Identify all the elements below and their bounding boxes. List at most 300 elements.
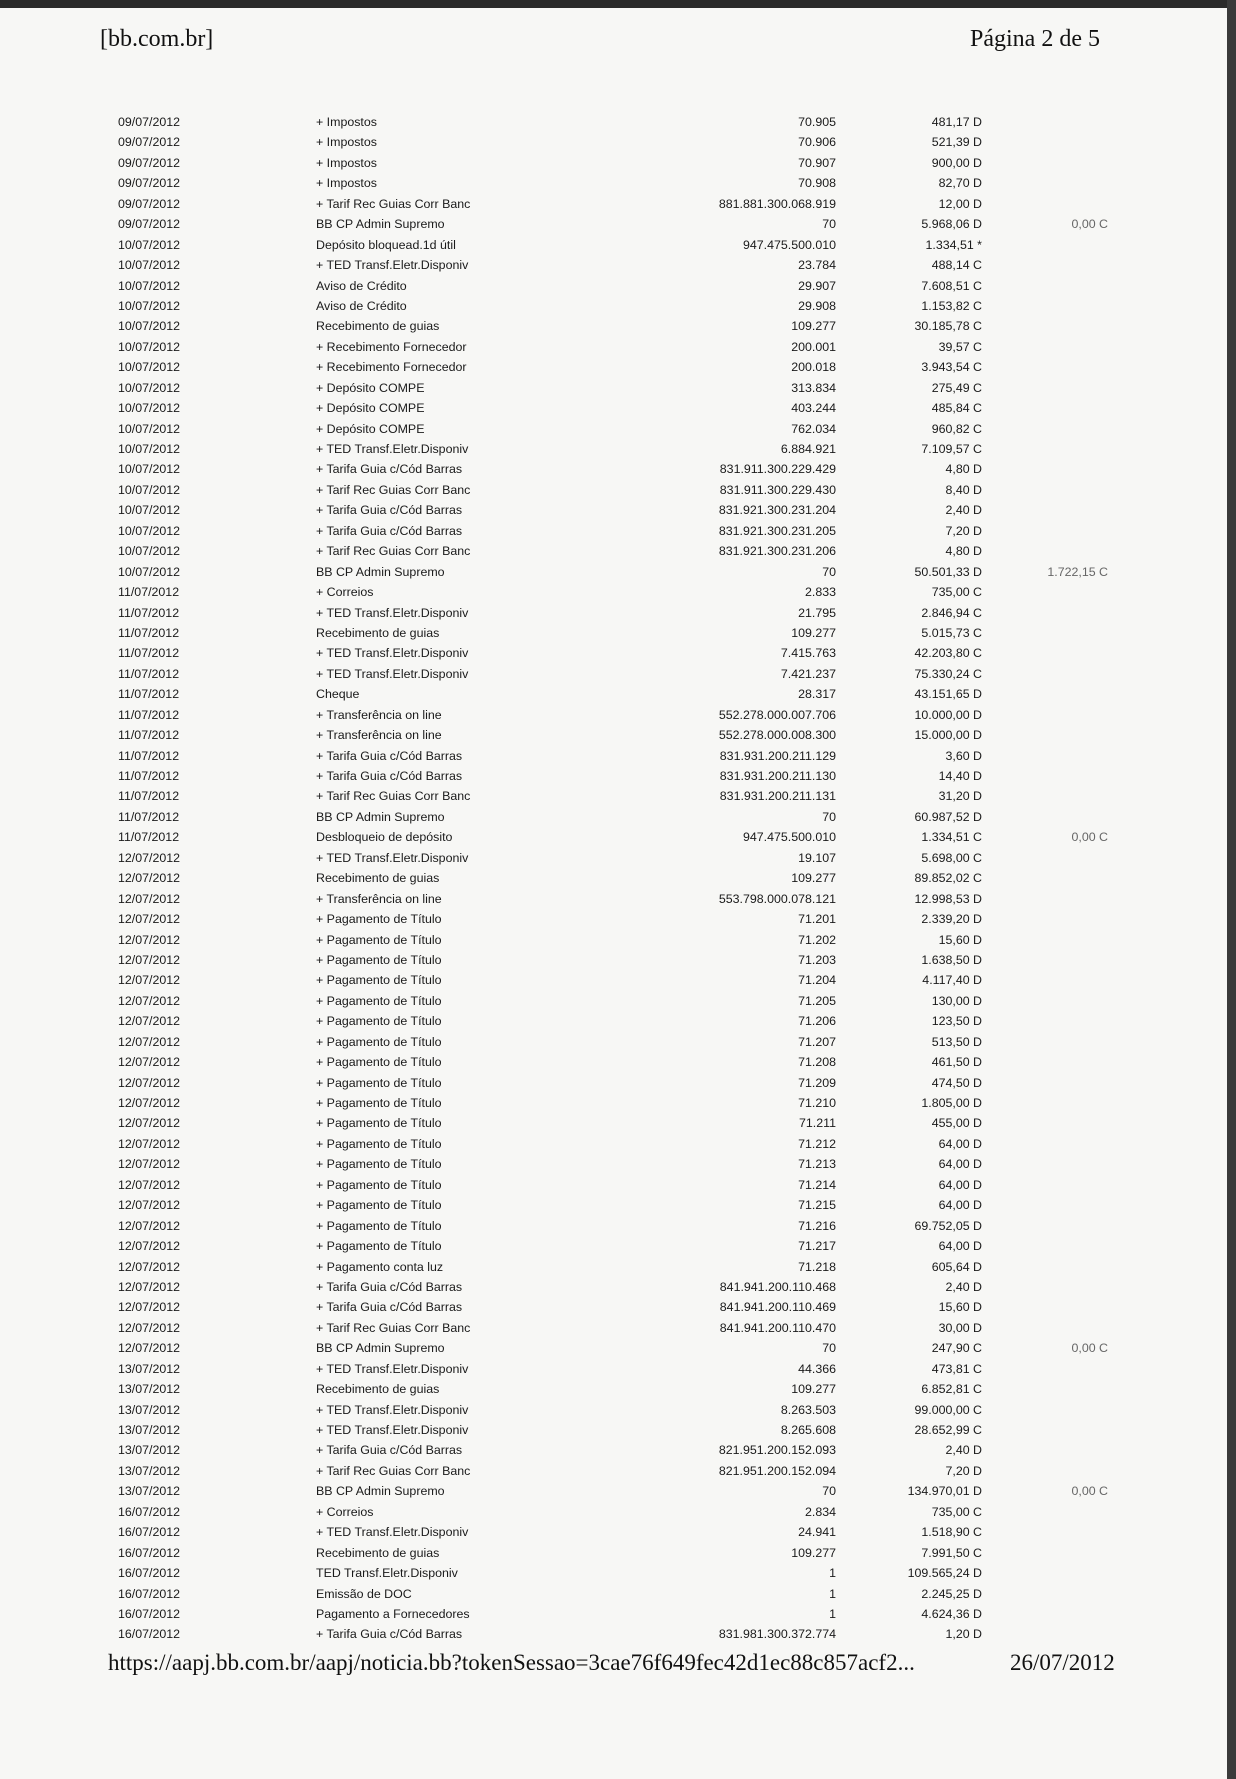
row-history: BB CP Admin Supremo bbox=[316, 1484, 445, 1499]
row-document: 71.218 bbox=[798, 1259, 836, 1274]
row-document: 71.214 bbox=[798, 1177, 836, 1192]
row-document: 831.911.300.229.430 bbox=[719, 482, 836, 497]
row-document: 109.277 bbox=[791, 1545, 836, 1560]
row-document: 71.201 bbox=[798, 912, 836, 927]
row-value: 7.109,57 C bbox=[921, 442, 982, 456]
row-value: 64,00 D bbox=[938, 1136, 982, 1151]
row-history: + Pagamento de Título bbox=[316, 952, 442, 967]
row-value: 481,17 D bbox=[931, 115, 982, 129]
table-row bbox=[0, 1522, 1236, 1542]
site-header: [bb.com.br] bbox=[100, 26, 214, 52]
row-date: 11/07/2012 bbox=[118, 605, 180, 620]
row-date: 10/07/2012 bbox=[118, 401, 181, 416]
table-row bbox=[0, 1461, 1236, 1481]
row-history: + Pagamento de Título bbox=[316, 1034, 442, 1049]
row-document: 403.244 bbox=[791, 401, 836, 416]
row-date: 10/07/2012 bbox=[118, 544, 181, 559]
row-document: 109.277 bbox=[791, 625, 836, 640]
row-date: 12/07/2012 bbox=[118, 1014, 181, 1029]
row-value: 8,40 D bbox=[945, 482, 982, 497]
table-row bbox=[0, 786, 1236, 806]
row-document: 70.907 bbox=[798, 155, 836, 170]
row-value: 130,00 D bbox=[931, 993, 982, 1008]
row-document: 71.206 bbox=[798, 1014, 836, 1029]
row-date: 10/07/2012 bbox=[118, 339, 181, 354]
row-value: 15.000,00 D bbox=[914, 728, 982, 743]
row-document: 29.908 bbox=[798, 298, 836, 313]
row-document: 71.216 bbox=[798, 1218, 836, 1233]
row-document: 552.278.000.007.706 bbox=[718, 707, 836, 722]
row-date: 11/07/2012 bbox=[118, 585, 180, 600]
row-document: 19.107 bbox=[798, 850, 836, 865]
row-value: 7.991,50 C bbox=[921, 1545, 982, 1560]
table-row bbox=[0, 848, 1236, 868]
table-row bbox=[0, 521, 1236, 541]
row-value: 2.245,25 D bbox=[921, 1586, 982, 1601]
row-history: + Transferência on line bbox=[316, 728, 442, 743]
row-history: + TED Transf.Eletr.Disponiv bbox=[316, 605, 469, 620]
table-row bbox=[0, 889, 1236, 909]
table-row bbox=[0, 1195, 1236, 1215]
row-document: 71.212 bbox=[798, 1136, 836, 1151]
row-value: 60.987,52 D bbox=[914, 809, 982, 824]
row-history: + Pagamento conta luz bbox=[316, 1259, 444, 1274]
row-value: 109.565,24 D bbox=[907, 1566, 982, 1581]
table-row bbox=[0, 1277, 1236, 1297]
row-date: 10/07/2012 bbox=[118, 360, 181, 375]
row-history: + Depósito COMPE bbox=[316, 401, 425, 416]
row-document: 841.941.200.110.469 bbox=[719, 1300, 836, 1315]
row-value: 64,00 D bbox=[938, 1198, 982, 1213]
row-history: + TED Transf.Eletr.Disponiv bbox=[316, 666, 469, 681]
row-value: 1.334,51 C bbox=[921, 830, 982, 845]
row-history: + Pagamento de Título bbox=[316, 1198, 442, 1213]
row-date: 12/07/2012 bbox=[118, 1136, 181, 1151]
table-row bbox=[0, 1011, 1236, 1031]
row-value: 12,00 D bbox=[938, 196, 982, 211]
row-date: 11/07/2012 bbox=[118, 789, 180, 804]
row-document: 831.931.200.211.131 bbox=[719, 789, 836, 804]
row-date: 16/07/2012 bbox=[118, 1504, 181, 1519]
table-row bbox=[0, 1297, 1236, 1317]
row-document: 71.215 bbox=[798, 1198, 836, 1213]
row-date: 09/07/2012 bbox=[118, 217, 181, 232]
row-history: + Depósito COMPE bbox=[316, 421, 425, 436]
row-value: 4,80 D bbox=[945, 544, 982, 559]
table-row bbox=[0, 337, 1236, 357]
row-document: 1 bbox=[829, 1566, 836, 1581]
row-date: 11/07/2012 bbox=[118, 687, 180, 702]
row-value: 3,60 D bbox=[945, 748, 982, 763]
row-value: 123,50 D bbox=[931, 1014, 982, 1029]
row-value: 473,81 C bbox=[931, 1361, 982, 1376]
table-row bbox=[0, 194, 1236, 214]
row-history: BB CP Admin Supremo bbox=[316, 217, 445, 232]
table-row bbox=[0, 1338, 1236, 1358]
row-value: 50.501,33 D bbox=[914, 564, 982, 579]
row-date: 10/07/2012 bbox=[118, 442, 181, 456]
row-value: 2,40 D bbox=[945, 503, 982, 518]
table-row bbox=[0, 868, 1236, 888]
row-history: + TED Transf.Eletr.Disponiv bbox=[316, 1423, 469, 1437]
row-date: 13/07/2012 bbox=[118, 1463, 181, 1478]
table-row bbox=[0, 132, 1236, 152]
row-value: 6.852,81 C bbox=[921, 1382, 982, 1397]
row-value: 7.608,51 C bbox=[921, 278, 982, 293]
row-balance: 0,00 C bbox=[1071, 830, 1108, 845]
row-history: + Pagamento de Título bbox=[316, 993, 442, 1008]
row-value: 64,00 D bbox=[938, 1157, 982, 1172]
table-row bbox=[0, 930, 1236, 950]
table-row bbox=[0, 746, 1236, 766]
row-value: 4.117,40 D bbox=[922, 973, 982, 988]
statement-table bbox=[0, 112, 1236, 1645]
table-row bbox=[0, 255, 1236, 275]
page-number: Página 2 de 5 bbox=[970, 26, 1100, 52]
table-row bbox=[0, 1481, 1236, 1501]
row-history: + Tarif Rec Guias Corr Banc bbox=[316, 196, 471, 211]
row-document: 70.905 bbox=[798, 115, 836, 129]
row-history: + Depósito COMPE bbox=[316, 380, 425, 395]
row-history: + Pagamento de Título bbox=[316, 1096, 442, 1110]
table-row bbox=[0, 1379, 1236, 1399]
row-document: 28.317 bbox=[798, 687, 836, 702]
row-history: Recebimento de guias bbox=[316, 871, 440, 886]
row-value: 28.652,99 C bbox=[914, 1423, 982, 1437]
table-row bbox=[0, 970, 1236, 990]
row-balance: 0,00 C bbox=[1071, 1484, 1108, 1499]
footer-date: 26/07/2012 bbox=[1010, 1650, 1115, 1675]
table-row bbox=[0, 1440, 1236, 1460]
table-row bbox=[0, 1257, 1236, 1277]
row-document: 70 bbox=[822, 564, 836, 579]
row-balance: 1.722,15 C bbox=[1047, 564, 1108, 579]
row-document: 831.921.300.231.204 bbox=[718, 503, 836, 518]
row-document: 821.951.200.152.093 bbox=[718, 1443, 836, 1458]
row-date: 12/07/2012 bbox=[118, 1116, 181, 1131]
row-history: + Pagamento de Título bbox=[316, 1136, 442, 1151]
table-row bbox=[0, 603, 1236, 623]
row-history: + TED Transf.Eletr.Disponiv bbox=[316, 1525, 469, 1540]
row-value: 99.000,00 C bbox=[914, 1402, 982, 1417]
row-document: 762.034 bbox=[791, 421, 836, 436]
row-history: + Correios bbox=[316, 585, 374, 600]
row-value: 30,00 D bbox=[938, 1320, 982, 1335]
row-date: 12/07/2012 bbox=[118, 1279, 181, 1294]
row-history: BB CP Admin Supremo bbox=[316, 564, 445, 579]
table-row bbox=[0, 664, 1236, 684]
row-date: 10/07/2012 bbox=[118, 564, 181, 579]
row-history: + Recebimento Fornecedor bbox=[316, 360, 467, 375]
row-document: 109.277 bbox=[791, 871, 836, 886]
table-row bbox=[0, 1032, 1236, 1052]
table-row bbox=[0, 1134, 1236, 1154]
row-date: 10/07/2012 bbox=[118, 523, 181, 538]
row-history: + Transferência on line bbox=[316, 891, 442, 906]
row-value: 5.968,06 D bbox=[921, 217, 982, 232]
row-value: 15,60 D bbox=[938, 1300, 982, 1315]
row-date: 13/07/2012 bbox=[118, 1443, 181, 1458]
row-date: 09/07/2012 bbox=[118, 135, 181, 150]
row-document: 947.475.500.010 bbox=[742, 237, 836, 252]
row-history: + Impostos bbox=[316, 176, 377, 191]
row-document: 70 bbox=[822, 1341, 836, 1356]
row-value: 43.151,65 D bbox=[914, 687, 982, 702]
row-history: + TED Transf.Eletr.Disponiv bbox=[316, 646, 469, 661]
row-document: 70 bbox=[822, 809, 836, 824]
table-row bbox=[0, 1318, 1236, 1338]
row-history: + Tarifa Guia c/Cód Barras bbox=[316, 769, 463, 783]
row-history: + Tarif Rec Guias Corr Banc bbox=[316, 1463, 471, 1478]
table-row bbox=[0, 378, 1236, 398]
row-document: 7.415.763 bbox=[780, 646, 836, 661]
table-row bbox=[0, 643, 1236, 663]
row-document: 831.921.300.231.205 bbox=[718, 523, 836, 538]
table-row bbox=[0, 439, 1236, 459]
row-date: 12/07/2012 bbox=[118, 1034, 181, 1049]
row-date: 10/07/2012 bbox=[118, 503, 181, 518]
row-value: 39,57 C bbox=[938, 339, 982, 354]
row-value: 3.943,54 C bbox=[921, 360, 982, 375]
row-document: 8.263.503 bbox=[780, 1402, 836, 1417]
row-history: Emissão de DOC bbox=[316, 1586, 412, 1601]
table-row bbox=[0, 1359, 1236, 1379]
table-row bbox=[0, 235, 1236, 255]
row-document: 552.278.000.008.300 bbox=[718, 728, 836, 743]
row-date: 12/07/2012 bbox=[118, 1218, 181, 1233]
table-row bbox=[0, 562, 1236, 582]
table-row bbox=[0, 1236, 1236, 1256]
row-history: + Pagamento de Título bbox=[316, 1014, 442, 1029]
scan-top-border bbox=[0, 0, 1236, 8]
row-value: 4.624,36 D bbox=[921, 1606, 982, 1621]
row-value: 5.698,00 C bbox=[921, 850, 982, 865]
row-date: 12/07/2012 bbox=[118, 850, 181, 865]
row-date: 10/07/2012 bbox=[118, 421, 181, 436]
row-document: 23.784 bbox=[798, 258, 836, 273]
row-history: Cheque bbox=[316, 687, 360, 702]
row-history: + Tarifa Guia c/Cód Barras bbox=[316, 1300, 463, 1315]
row-date: 12/07/2012 bbox=[118, 1075, 181, 1090]
row-date: 11/07/2012 bbox=[118, 728, 180, 743]
row-value: 960,82 C bbox=[931, 421, 982, 436]
row-history: + Pagamento de Título bbox=[316, 1239, 442, 1254]
row-date: 12/07/2012 bbox=[118, 891, 181, 906]
row-value: 1.805,00 D bbox=[921, 1096, 982, 1110]
row-value: 64,00 D bbox=[938, 1177, 982, 1192]
row-date: 11/07/2012 bbox=[118, 707, 180, 722]
row-value: 7,20 D bbox=[945, 523, 982, 538]
row-history: + TED Transf.Eletr.Disponiv bbox=[316, 1402, 469, 1417]
row-value: 1.153,82 C bbox=[921, 298, 982, 313]
row-value: 5.015,73 C bbox=[921, 625, 982, 640]
row-value: 2.339,20 D bbox=[921, 912, 982, 927]
row-history: + Tarifa Guia c/Cód Barras bbox=[316, 1627, 463, 1642]
row-value: 1,20 D bbox=[945, 1627, 982, 1642]
row-history: + Tarifa Guia c/Cód Barras bbox=[316, 523, 463, 538]
row-value: 7,20 D bbox=[945, 1463, 982, 1478]
row-document: 71.213 bbox=[798, 1157, 836, 1172]
row-document: 947.475.500.010 bbox=[742, 830, 836, 845]
row-date: 11/07/2012 bbox=[118, 809, 180, 824]
table-row bbox=[0, 112, 1236, 132]
row-balance: 0,00 C bbox=[1071, 217, 1108, 232]
row-document: 831.931.200.211.129 bbox=[719, 748, 836, 763]
row-document: 71.211 bbox=[799, 1116, 836, 1131]
row-value: 1.334,51 * bbox=[925, 237, 982, 252]
table-row bbox=[0, 1216, 1236, 1236]
row-history: + Tarifa Guia c/Cód Barras bbox=[316, 1279, 463, 1294]
row-date: 16/07/2012 bbox=[118, 1545, 181, 1560]
table-row bbox=[0, 1420, 1236, 1440]
table-row bbox=[0, 500, 1236, 520]
row-date: 12/07/2012 bbox=[118, 871, 181, 886]
row-value: 64,00 D bbox=[938, 1239, 982, 1254]
row-history: + TED Transf.Eletr.Disponiv bbox=[316, 1361, 469, 1376]
table-row bbox=[0, 582, 1236, 602]
row-date: 10/07/2012 bbox=[118, 380, 181, 395]
row-date: 16/07/2012 bbox=[118, 1566, 181, 1581]
row-history: Recebimento de guias bbox=[316, 1382, 440, 1397]
row-date: 10/07/2012 bbox=[118, 462, 181, 477]
row-document: 313.834 bbox=[791, 380, 836, 395]
row-document: 44.366 bbox=[798, 1361, 836, 1376]
table-row bbox=[0, 173, 1236, 193]
row-date: 12/07/2012 bbox=[118, 1300, 181, 1315]
row-document: 6.884.921 bbox=[780, 442, 836, 456]
row-history: Recebimento de guias bbox=[316, 1545, 440, 1560]
row-value: 89.852,02 C bbox=[914, 871, 982, 886]
row-date: 09/07/2012 bbox=[118, 115, 181, 129]
row-history: Depósito bloquead.1d útil bbox=[316, 237, 456, 252]
row-history: Desbloqueio de depósito bbox=[316, 830, 453, 845]
table-row bbox=[0, 991, 1236, 1011]
row-date: 11/07/2012 bbox=[118, 646, 180, 661]
row-value: 900,00 D bbox=[931, 155, 982, 170]
row-value: 488,14 C bbox=[931, 258, 982, 273]
row-history: + Pagamento de Título bbox=[316, 932, 442, 947]
row-history: + Transferência on line bbox=[316, 707, 442, 722]
row-value: 134.970,01 D bbox=[907, 1484, 982, 1499]
row-date: 13/07/2012 bbox=[118, 1402, 181, 1417]
row-date: 11/07/2012 bbox=[118, 830, 180, 845]
row-document: 821.951.200.152.094 bbox=[718, 1463, 836, 1478]
row-value: 461,50 D bbox=[931, 1055, 982, 1070]
row-value: 15,60 D bbox=[938, 932, 982, 947]
row-history: + Pagamento de Título bbox=[316, 1177, 442, 1192]
row-value: 69.752,05 D bbox=[914, 1218, 982, 1233]
row-document: 71.209 bbox=[798, 1075, 836, 1090]
table-row bbox=[0, 623, 1236, 643]
row-document: 831.981.300.372.774 bbox=[718, 1627, 836, 1642]
table-row bbox=[0, 1175, 1236, 1195]
table-row bbox=[0, 705, 1236, 725]
row-date: 09/07/2012 bbox=[118, 176, 181, 191]
row-date: 10/07/2012 bbox=[118, 319, 181, 334]
row-date: 10/07/2012 bbox=[118, 298, 181, 313]
row-history: + Tarif Rec Guias Corr Banc bbox=[316, 789, 471, 804]
table-row bbox=[0, 1052, 1236, 1072]
table-row bbox=[0, 480, 1236, 500]
row-value: 75.330,24 C bbox=[914, 666, 982, 681]
row-document: 200.001 bbox=[791, 339, 836, 354]
row-document: 71.207 bbox=[798, 1034, 836, 1049]
row-date: 12/07/2012 bbox=[118, 952, 181, 967]
table-row bbox=[0, 1154, 1236, 1174]
row-document: 1 bbox=[829, 1606, 836, 1621]
row-history: + Impostos bbox=[316, 115, 377, 129]
table-row bbox=[0, 1563, 1236, 1583]
row-date: 12/07/2012 bbox=[118, 912, 181, 927]
row-history: + Pagamento de Título bbox=[316, 973, 442, 988]
row-date: 16/07/2012 bbox=[118, 1627, 181, 1642]
row-document: 109.277 bbox=[791, 319, 836, 334]
row-document: 71.205 bbox=[798, 993, 836, 1008]
row-value: 735,00 C bbox=[931, 1504, 982, 1519]
table-row bbox=[0, 1584, 1236, 1604]
row-history: + Tarif Rec Guias Corr Banc bbox=[316, 1320, 471, 1335]
row-value: 42.203,80 C bbox=[914, 646, 982, 661]
table-row bbox=[0, 1604, 1236, 1624]
row-history: + Pagamento de Título bbox=[316, 912, 442, 927]
row-history: + Pagamento de Título bbox=[316, 1218, 442, 1233]
row-balance: 0,00 C bbox=[1071, 1341, 1108, 1356]
row-value: 10.000,00 D bbox=[914, 707, 982, 722]
row-document: 109.277 bbox=[791, 1382, 836, 1397]
row-value: 521,39 D bbox=[931, 135, 982, 150]
table-row bbox=[0, 1073, 1236, 1093]
row-history: + TED Transf.Eletr.Disponiv bbox=[316, 850, 469, 865]
row-date: 16/07/2012 bbox=[118, 1586, 181, 1601]
row-document: 21.795 bbox=[798, 605, 836, 620]
table-row bbox=[0, 725, 1236, 745]
row-document: 71.208 bbox=[798, 1055, 836, 1070]
table-row bbox=[0, 909, 1236, 929]
row-date: 10/07/2012 bbox=[118, 278, 181, 293]
row-date: 13/07/2012 bbox=[118, 1361, 181, 1376]
row-history: Aviso de Crédito bbox=[316, 298, 407, 313]
row-value: 1.638,50 D bbox=[921, 952, 982, 967]
row-history: TED Transf.Eletr.Disponiv bbox=[316, 1566, 458, 1581]
row-date: 09/07/2012 bbox=[118, 196, 181, 211]
table-row bbox=[0, 766, 1236, 786]
table-row bbox=[0, 1093, 1236, 1113]
row-value: 247,90 C bbox=[931, 1341, 982, 1356]
row-document: 1 bbox=[829, 1586, 836, 1601]
row-history: Recebimento de guias bbox=[316, 319, 440, 334]
row-value: 735,00 C bbox=[931, 585, 982, 600]
row-date: 10/07/2012 bbox=[118, 237, 181, 252]
row-value: 1.518,90 C bbox=[921, 1525, 982, 1540]
table-row bbox=[0, 357, 1236, 377]
footer-url: https://aapj.bb.com.br/aapj/noticia.bb?tokenSessao=3cae76f649fec42d1ec88c857acf2... bbox=[108, 1650, 915, 1675]
row-document: 831.921.300.231.206 bbox=[718, 544, 836, 559]
row-history: + Tarifa Guia c/Cód Barras bbox=[316, 1443, 463, 1458]
row-history: + Tarifa Guia c/Cód Barras bbox=[316, 748, 463, 763]
table-row bbox=[0, 276, 1236, 296]
row-document: 24.941 bbox=[798, 1525, 836, 1540]
table-row bbox=[0, 153, 1236, 173]
row-value: 14,40 D bbox=[938, 769, 982, 783]
row-document: 841.941.200.110.470 bbox=[719, 1320, 836, 1335]
row-history: + TED Transf.Eletr.Disponiv bbox=[316, 442, 469, 456]
row-document: 70.908 bbox=[798, 176, 836, 191]
row-value: 31,20 D bbox=[938, 789, 982, 804]
row-value: 474,50 D bbox=[931, 1075, 982, 1090]
row-value: 513,50 D bbox=[931, 1034, 982, 1049]
row-date: 12/07/2012 bbox=[118, 1341, 181, 1356]
row-date: 12/07/2012 bbox=[118, 932, 181, 947]
